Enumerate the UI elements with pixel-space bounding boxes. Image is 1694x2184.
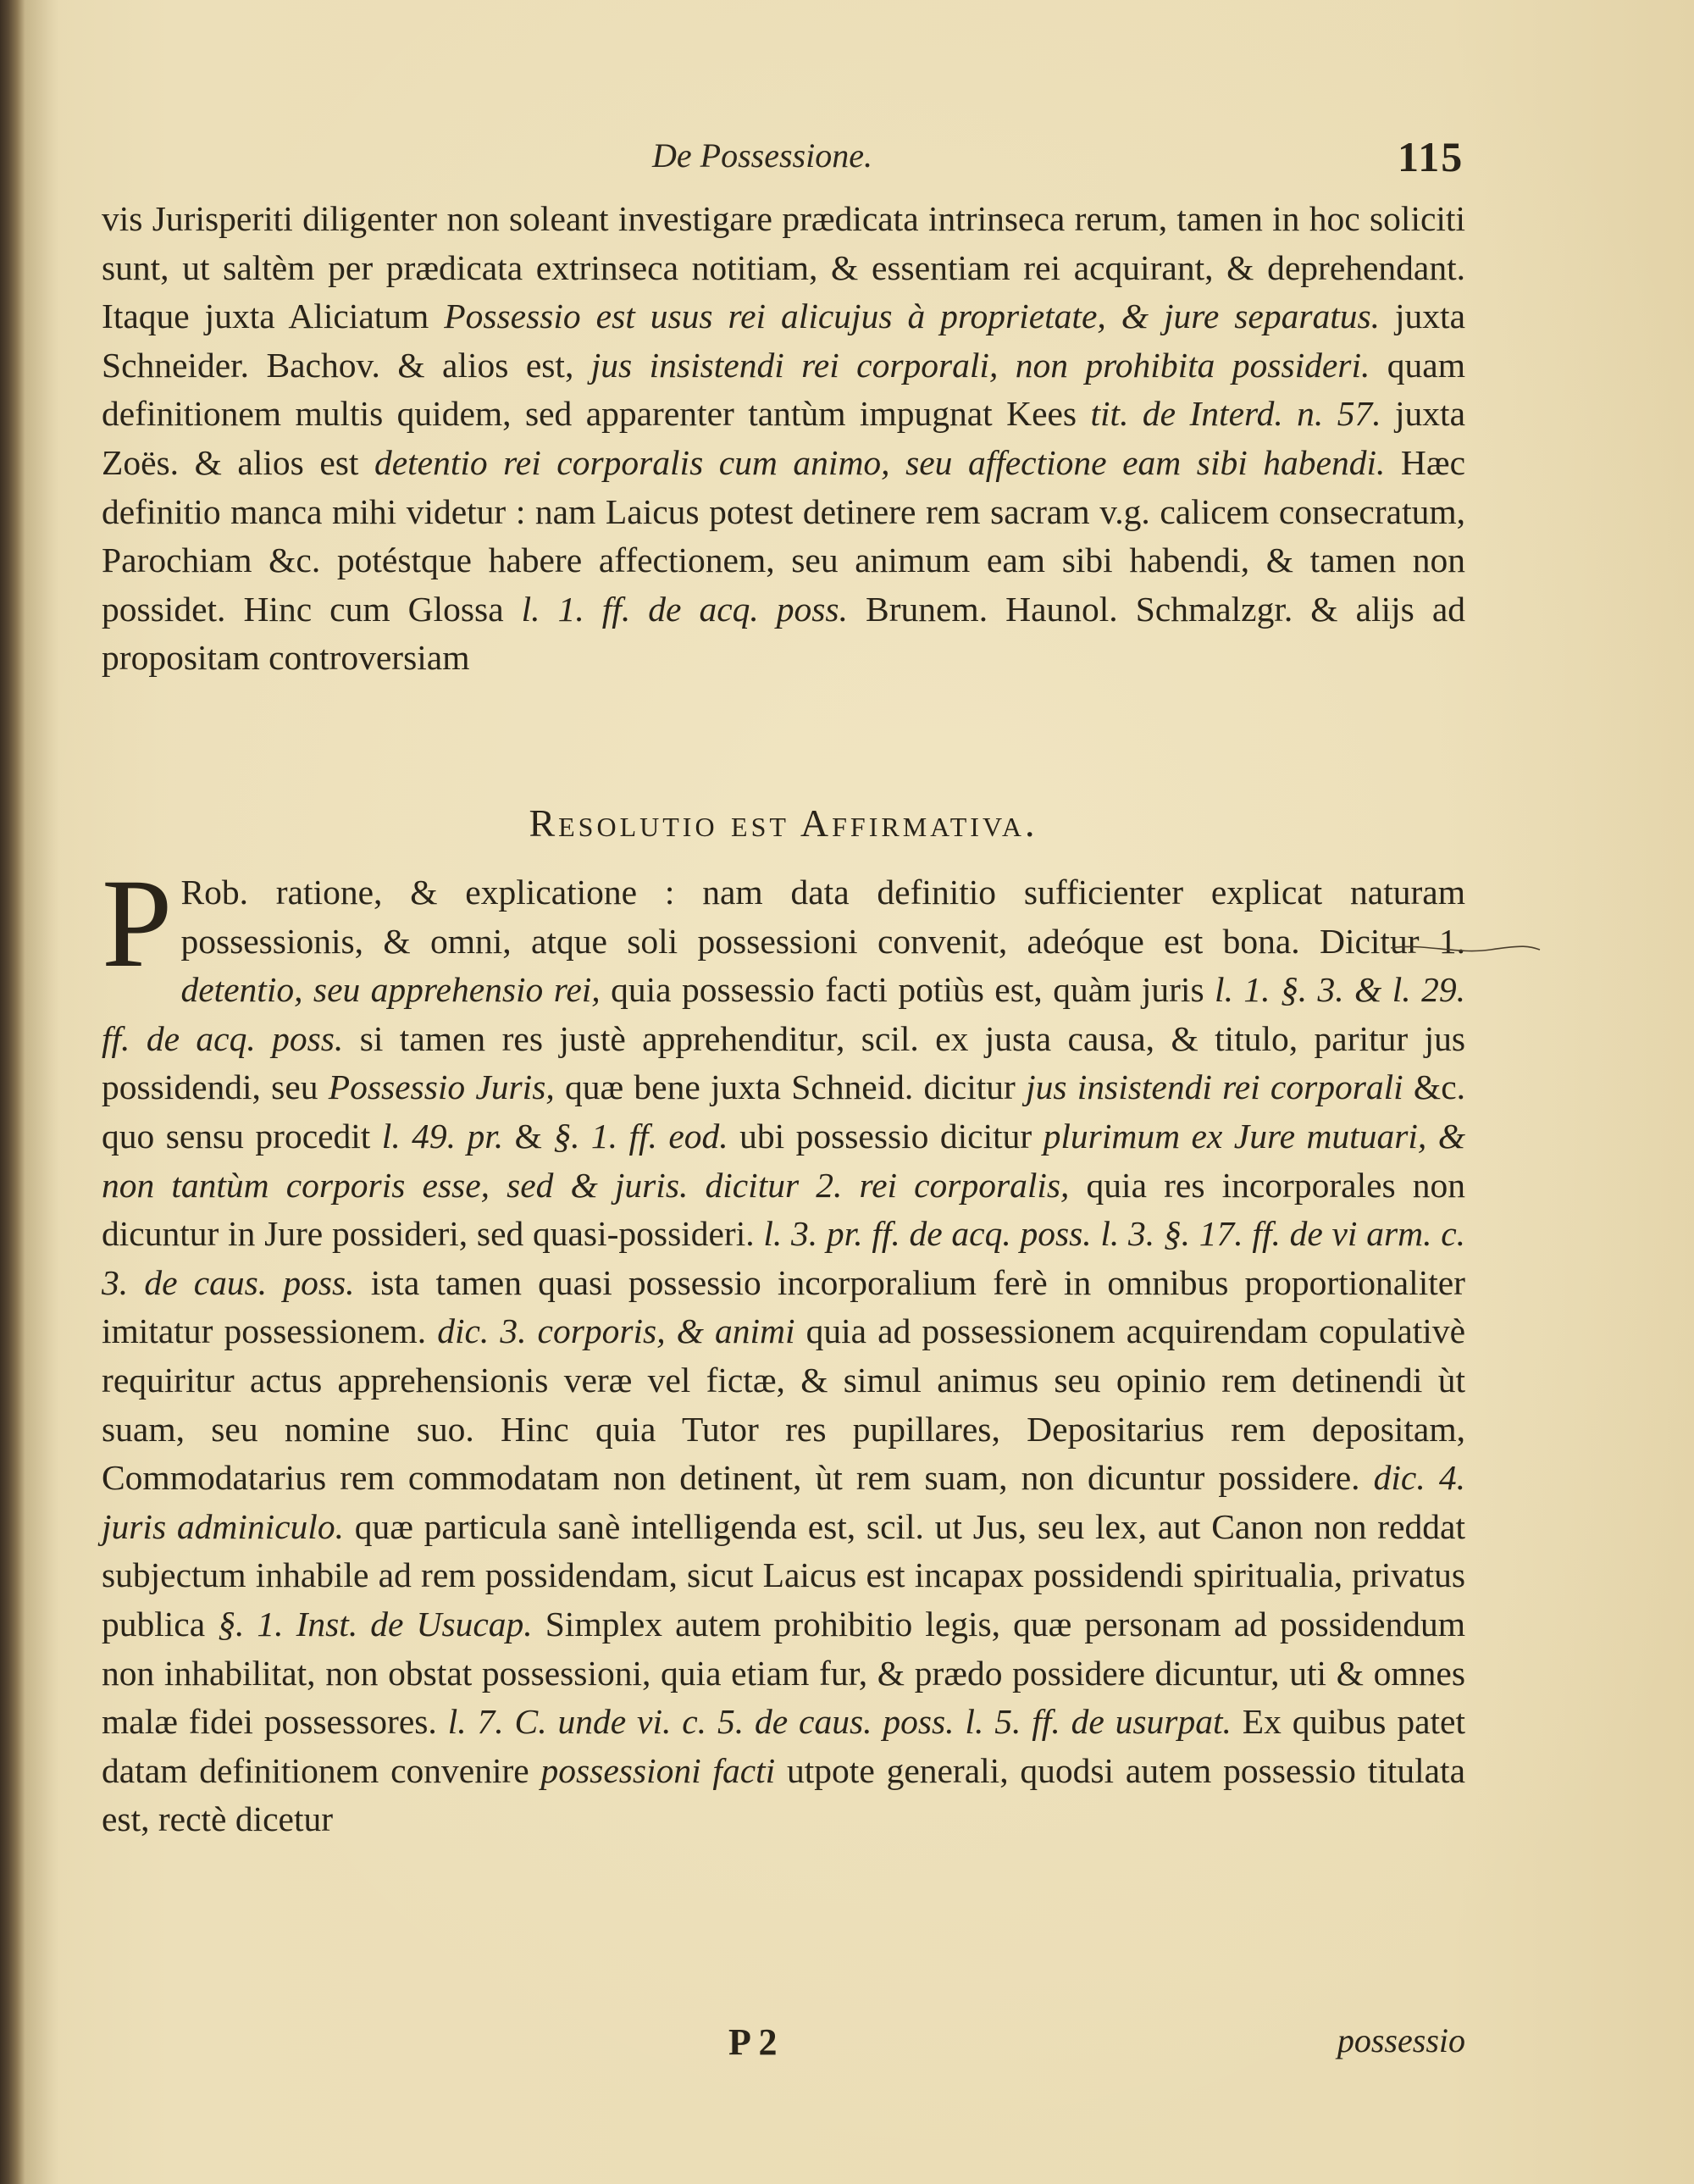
- paragraph-2: [102, 853, 1466, 1844]
- running-title: De Possessione.: [652, 136, 872, 175]
- p2-italic: dicitur 2. rei corporalis,: [705, 1165, 1070, 1205]
- p1-italic: jus insistendi rei corporali, non prohibita possideri.: [590, 345, 1370, 385]
- catchword: possessio: [1337, 2021, 1465, 2059]
- p2-italic: §. 1. ff. eod.: [553, 1116, 728, 1156]
- p1-text: juxta Schneider. Bachov. & alios est,: [102, 297, 1466, 385]
- p2-text: utpote generali, quodsi autem possessio titulata est, rectè dicetur: [102, 1750, 1465, 1839]
- p2-text: quia res incorporales non dicuntur in Jure possideri, sed quasi-possideri.: [102, 1165, 1466, 1254]
- p1-italic: tit. de Interd. n. 57.: [1090, 394, 1381, 434]
- p2-text: ista tamen quasi possessio incorporalium ferè in omnibus proportionaliter imitatur possessionem.: [102, 1262, 1465, 1351]
- p1-text: vis Jurisperiti diligenter non soleant investigare prædicata intrinseca rerum, tamen in hoc soliciti sunt, ut saltèm per prædicata extrinseca notitiam, & essentiam rei acquirant, & deprehendant. Itaque juxta Aliciatum: [102, 199, 1465, 336]
- p1-text: Hæc definitio manca mihi videtur : nam Laicus potest detinere rem sacram v.g. calicem consecratum, Parochiam &c. potéstque habere affectionem, seu animum eam sibi habendi, & tamen non possidet. Hinc cum Glossa: [102, 442, 1465, 629]
- p1-italic: l. 1. ff. de acq. poss.: [521, 589, 848, 629]
- p2-text: [688, 1166, 705, 1205]
- p2-text: quæ bene juxta Schneid. dicitur: [554, 1067, 1027, 1107]
- p2-text: Simplex autem prohibitio legis, quæ personam ad possidendum non inhabilitat, non obstat possessioni, quia etiam fur, & prædo possidere dicuntur, uti & omnes malæ fidei possessores.: [102, 1604, 1466, 1742]
- p2-italic: §. 1. Inst. de Usucap.: [218, 1604, 533, 1644]
- p2-text: quia ad possessionem acquirendam copulativè requiritur actus apprehensionis veræ vel fictæ, & simul animus seu opinio rem detinendi ùt suam, seu nomine suo. Hinc quia Tutor res pupillares, Depositarius rem depositam, Commodatarius rem commodatam non detinent, ùt rem suam, non dicuntur possidere.: [102, 1311, 1466, 1498]
- p1-italic: Possessio est usus rei alicujus à proprietate, & jure separatus.: [444, 297, 1381, 336]
- drop-cap: P: [102, 853, 173, 994]
- section-heading: Resolutio est Affirmativa.: [529, 801, 1038, 845]
- p2-text: ubi possessio dicitur: [728, 1116, 1044, 1156]
- p2-italic: detentio, seu apprehensio rei,: [180, 970, 601, 1010]
- p1-text: Brunem. Haunol. Schmalzgr. & alijs ad propositam controversiam: [102, 589, 1465, 678]
- signature-mark: P 2: [728, 2021, 778, 2063]
- p2-italic: l. 49. pr.: [381, 1116, 504, 1156]
- page-number: 115: [1398, 133, 1464, 180]
- p2-text: Rob. ratione, & explicatione : nam data definitio sufficienter explicat naturam possessionis, & omni, atque soli possessioni convenit, adeóque est bona. Dicitur 1.: [180, 873, 1465, 961]
- p2-italic: possessioni facti: [540, 1750, 776, 1790]
- p2-italic: dic. 3. corporis, & animi: [437, 1311, 795, 1351]
- p2-italic: l. 3. pr. ff. de acq. poss. l. 3. §. 17. ff. de vi arm. c. 3. de caus. poss.: [102, 1214, 1465, 1302]
- p1-italic: detentio rei corporalis cum animo, seu affectione eam sibi habendi.: [374, 442, 1386, 482]
- p2-italic: l. 7. C. unde vi. c. 5. de caus. poss. l. 5. ff. de usurpat.: [447, 1702, 1232, 1742]
- p2-text: &: [503, 1116, 554, 1156]
- page-footer: [102, 2020, 1465, 2071]
- p2-text: quia possessio facti potiùs est, quàm juris: [600, 970, 1215, 1010]
- p2-text: quæ particula sanè intelligenda est, scil. ut Jus, seu lex, aut Canon non reddat subjectum inhabile ad rem possidendam, sicut Laicus est incapax possidendi spiritualia, privatus publica: [102, 1506, 1465, 1644]
- paragraph-1: [102, 195, 1465, 683]
- page-header: [102, 133, 1464, 186]
- p2-text: Ex quibus patet datam definitionem convenire: [102, 1702, 1465, 1790]
- p1-text: juxta Zoës. & alios est: [102, 394, 1465, 482]
- p2-italic: plurimum ex Jure mutuari, & non tantùm corporis esse, sed & juris.: [102, 1116, 1465, 1205]
- p2-text: si tamen res justè apprehenditur, scil. ex justa causa, & titulo, paritur jus possidendi, seu: [102, 1018, 1465, 1107]
- book-binding: [0, 0, 25, 2184]
- gutter-shadow: [25, 0, 59, 2184]
- p2-italic: l. 1. §. 3. & l. 29. ff. de acq. poss.: [102, 970, 1465, 1058]
- p2-italic: Possessio Juris,: [328, 1067, 555, 1107]
- pen-stroke-mark: [1389, 936, 1542, 962]
- p2-italic: dic. 4. juris adminiculo.: [102, 1458, 1465, 1546]
- p2-text: &c. quo sensu procedit: [102, 1067, 1466, 1156]
- p2-italic: jus insistendi rei corporali: [1026, 1067, 1403, 1107]
- p1-text: quam definitionem multis quidem, sed apparenter tantùm impugnat Kees: [102, 345, 1466, 434]
